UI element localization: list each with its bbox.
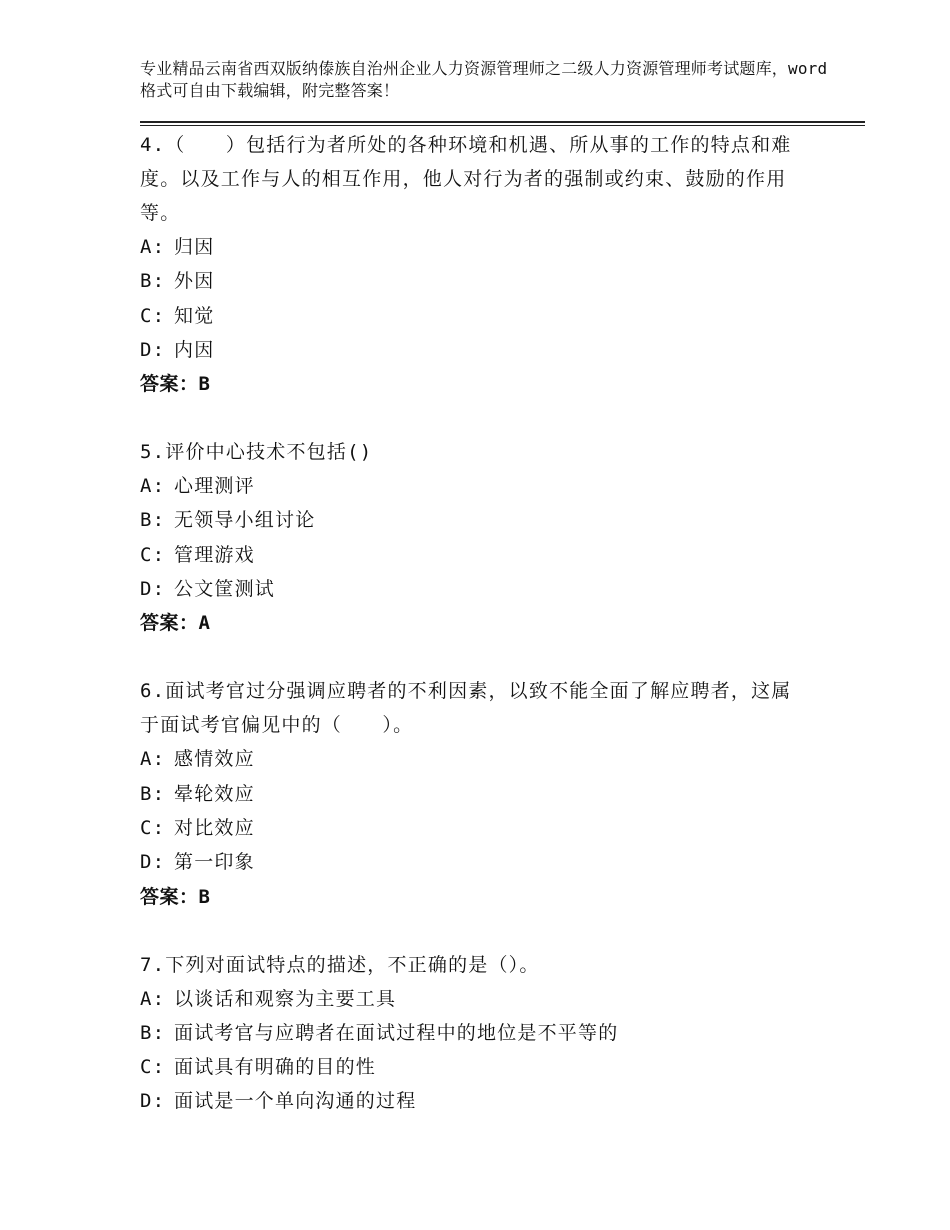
option-key: C: (140, 543, 166, 566)
question-item (140, 128, 810, 401)
header-divider-thick (140, 121, 865, 123)
option-a (140, 230, 810, 264)
option-key: A: (140, 748, 166, 771)
option-text: 以谈话和观察为主要工具 (174, 987, 397, 1010)
question-stem: 7.下列对面试特点的描述，不正确的是（）。 (140, 953, 540, 976)
option-a (140, 982, 810, 1016)
option-key: C: (140, 304, 166, 327)
option-key: A: (140, 475, 166, 498)
header-divider-thin (140, 125, 865, 126)
option-a (140, 742, 810, 776)
option-d (140, 1084, 810, 1118)
option-text: 无领导小组讨论 (174, 509, 316, 532)
option-key: D: (140, 851, 166, 874)
option-text: 公文筐测试 (174, 578, 276, 601)
question-stem: 5.评价中心技术不包括() (140, 441, 373, 464)
option-text: 面试是一个单向沟通的过程 (174, 1090, 417, 1113)
question-stem: 4.（ ）包括行为者所处的各种环境和机遇、所从事的工作的特点和难度。以及工作与人的相互作用，他人对行为者的强制或约束、鼓励的作用等。 (140, 134, 792, 224)
option-b (140, 503, 810, 537)
option-key: B: (140, 1021, 166, 1044)
option-key: D: (140, 338, 166, 361)
question-list (140, 128, 810, 1153)
option-text: 对比效应 (174, 816, 255, 839)
option-c (140, 1050, 810, 1084)
option-text: 感情效应 (174, 748, 255, 771)
option-key: B: (140, 270, 166, 293)
option-a (140, 469, 810, 503)
option-b (140, 777, 810, 811)
question-item (140, 948, 810, 1119)
option-b (140, 264, 810, 298)
option-c (140, 538, 810, 572)
option-text: 晕轮效应 (174, 782, 255, 805)
option-d (140, 333, 810, 367)
option-text: 归因 (174, 236, 215, 258)
option-d (140, 572, 810, 606)
option-key: A: (140, 236, 166, 258)
option-key: B: (140, 782, 166, 805)
option-text: 第一印象 (174, 851, 255, 874)
option-text: 管理游戏 (174, 543, 255, 566)
question-item (140, 674, 810, 913)
option-text: 外因 (174, 270, 215, 293)
option-b (140, 1016, 810, 1050)
option-key: D: (140, 1090, 166, 1113)
option-text: 面试考官与应聘者在面试过程中的地位是不平等的 (174, 1021, 619, 1044)
option-c (140, 811, 810, 845)
document-header-title: 专业精品云南省西双版纳傣族自治州企业人力资源管理师之二级人力资源管理师考试题库，word格式可自由下载编辑，附完整答案！ (140, 59, 828, 100)
option-key: D: (140, 578, 166, 601)
option-text: 内因 (174, 338, 215, 361)
option-key: B: (140, 509, 166, 532)
option-key: C: (140, 816, 166, 839)
option-text: 面试具有明确的目的性 (174, 1056, 377, 1079)
question-item (140, 435, 810, 640)
option-text: 心理测评 (174, 475, 255, 498)
option-key: A: (140, 987, 166, 1010)
answer-line: 答案：B (140, 885, 211, 908)
question-stem: 6.面试考官过分强调应聘者的不利因素，以致不能全面了解应聘者，这属于面试考官偏见中的（ ）。 (140, 680, 792, 737)
option-text: 知觉 (174, 304, 215, 327)
answer-line: 答案：A (140, 612, 211, 635)
answer-line: 答案：B (140, 373, 211, 396)
option-key: C: (140, 1056, 166, 1079)
option-c (140, 299, 810, 333)
option-d (140, 845, 810, 879)
